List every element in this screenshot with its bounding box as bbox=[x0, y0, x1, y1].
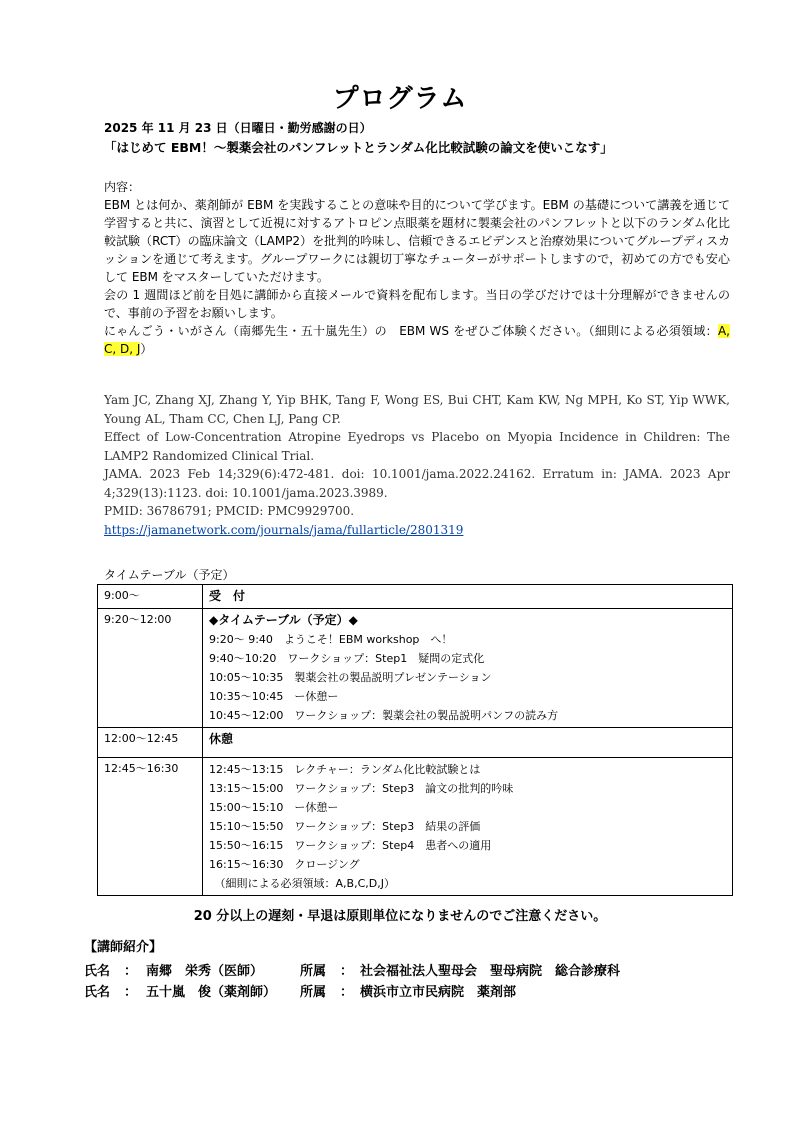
timetable bbox=[97, 584, 733, 896]
required-domains-highlight: A, C, D, J bbox=[104, 324, 730, 356]
timetable-item: 13:15～15:00 ワークショップ：Step3 論文の批判的吟味 bbox=[209, 782, 514, 795]
instructors-heading: 【講師紹介】 bbox=[84, 940, 163, 955]
event-subtitle: 「はじめて EBM！～製薬会社のパンフレットとランダム化比較試験の論文を使いこなす」 bbox=[104, 140, 613, 155]
content-paragraph-3-end: ） bbox=[140, 342, 153, 356]
instructor-affiliation: 横浜市立市民病院 薬剤部 bbox=[360, 985, 517, 1000]
reference-authors: Yam JC, Zhang XJ, Zhang Y, Yip BHK, Tang F, Wong ES, Bui CHT, Kam KW, Ng MPH, Ko ST, Yip WWK, Young AL, Tham CC, Chen LJ, Pang CP. bbox=[104, 393, 730, 426]
reference-link[interactable]: https://jamanetwork.com/journals/jama/fullarticle/2801319 bbox=[104, 522, 464, 537]
timetable-time: 9:20～12:00 bbox=[98, 609, 203, 728]
affiliation-colon: ： bbox=[340, 964, 354, 979]
content-body bbox=[104, 196, 730, 358]
timetable-row bbox=[98, 758, 733, 896]
timetable-item: 16:15～16:30 クロージング bbox=[209, 858, 360, 871]
timetable-item: ◆タイムテーブル（予定）◆ bbox=[209, 613, 358, 627]
timetable-row bbox=[98, 728, 733, 758]
timetable-item: 10:05～10:35 製薬会社の製品説明プレゼンテーション bbox=[209, 671, 492, 684]
timetable-item: 休憩 bbox=[209, 732, 234, 746]
reference-ids: PMID: 36786791; PMCID: PMC9929700. bbox=[104, 504, 355, 518]
timetable-item: 12:45～13:15 レクチャー：ランダム化比較試験とは bbox=[209, 763, 481, 776]
content-paragraph-1: EBM とは何か、薬剤師が EBM を実践することの意味や目的について学びます。EBM の基礎について講義を通じて学習すると共に、演習として近視に対するアトロピン点眼薬を題材に製薬会社のパンフレットと以下のランダム化比較試験（RCT）の臨床論文（LAMP2）を批判的吟味し、信頼できるエビデンスと治療効果についてグループディスカッションを通じて考えます。グループワークには親切丁寧なチューターがサポートしますので，初めての方でも安心して EBM をマスターしていただけます。 bbox=[104, 198, 730, 284]
name-colon: ： bbox=[124, 985, 138, 1000]
name-label: 氏名 bbox=[84, 964, 111, 979]
event-date: 2025 年 11 月 23 日（日曜日・勤労感謝の日） bbox=[104, 121, 372, 135]
timetable-time: 12:00～12:45 bbox=[98, 728, 203, 758]
timetable-row bbox=[98, 585, 733, 609]
timetable-item: 9:20～ 9:40 ようこそ！EBM workshop へ！ bbox=[209, 633, 453, 646]
timetable-label: タイムテーブル（予定） bbox=[104, 568, 235, 582]
timetable-item: 15:00～15:10 ー休憩ー bbox=[209, 801, 339, 814]
affiliation-label: 所属 bbox=[300, 985, 327, 1000]
timetable-item: （細則による必須領域：A,B,C,D,J） bbox=[209, 877, 395, 890]
timetable-items bbox=[203, 585, 733, 609]
page-title: プログラム bbox=[332, 84, 468, 114]
timetable-item: 15:10～15:50 ワークショップ：Step3 結果の評価 bbox=[209, 820, 481, 833]
timetable-item: 15:50～16:15 ワークショップ：Step4 患者への適用 bbox=[209, 839, 492, 852]
content-label: 内容： bbox=[104, 180, 141, 194]
timetable-row bbox=[98, 609, 733, 728]
timetable-items bbox=[203, 728, 733, 758]
instructor-name: 五十嵐 俊（薬剤師） bbox=[146, 985, 277, 1000]
reference-article-title: Effect of Low-Concentration Atropine Eyedrops vs Placebo on Myopia Incidence in Children: The LAMP2 Randomized Clinical Trial. bbox=[104, 430, 730, 463]
timetable-items bbox=[203, 758, 733, 896]
affiliation-colon: ： bbox=[340, 985, 354, 1000]
timetable-time: 9:00～ bbox=[98, 585, 203, 609]
timetable-item: 受 付 bbox=[209, 589, 246, 603]
instructor-name: 南郷 栄秀（医師） bbox=[146, 964, 264, 979]
affiliation-label: 所属 bbox=[300, 964, 327, 979]
content-paragraph-3 bbox=[104, 322, 730, 358]
name-colon: ： bbox=[124, 964, 138, 979]
instructor-affiliation: 社会福祉法人聖母会 聖母病院 総合診療科 bbox=[360, 964, 621, 979]
content-paragraph-2: 会の 1 週間ほど前を目処に講師から直接メールで資料を配布します。当日の学びだけでは十分理解ができませんので、事前の予習をお願いします。 bbox=[104, 288, 730, 320]
name-label: 氏名 bbox=[84, 985, 111, 1000]
timetable-item: 9:40～10:20 ワークショップ：Step1 疑問の定式化 bbox=[209, 652, 485, 665]
attendance-notice: 20 分以上の遅刻・早退は原則単位になりませんのでご注意ください。 bbox=[193, 909, 607, 924]
reference-block bbox=[104, 391, 730, 539]
content-paragraph-3-text: にゃんごう・いがさん（南郷先生・五十嵐先生）の EBM WS をぜひご体験ください。（細則による必須領域： bbox=[104, 324, 718, 338]
reference-citation: JAMA. 2023 Feb 14;329(6):472-481. doi: 10.1001/jama.2022.24162. Erratum in: JAMA. 2023 Apr 4;329(13):1123. doi: 10.1001/jama.2023.3989. bbox=[104, 467, 730, 500]
timetable-time: 12:45～16:30 bbox=[98, 758, 203, 896]
timetable-item: 10:45～12:00 ワークショップ：製薬会社の製品説明パンフの読み方 bbox=[209, 709, 559, 722]
timetable-item: 10:35～10:45 ー休憩ー bbox=[209, 690, 339, 703]
timetable-items bbox=[203, 609, 733, 728]
